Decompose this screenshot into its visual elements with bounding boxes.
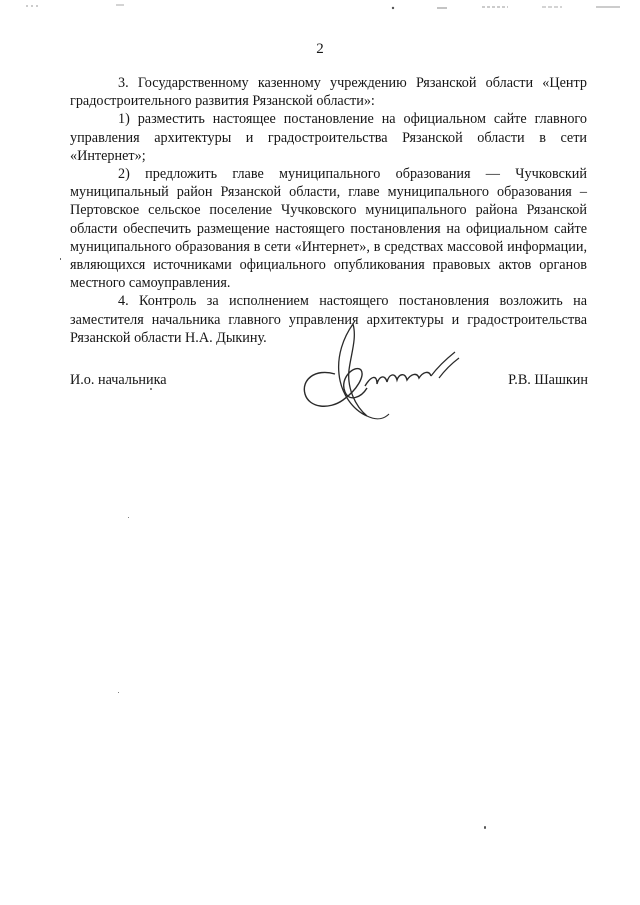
signer-name: Р.В. Шашкин bbox=[508, 372, 588, 388]
scan-artifacts bbox=[0, 0, 640, 20]
scan-speck bbox=[118, 692, 119, 693]
paragraph-4: 4. Контроль за исполнением настоящего постановления возложить на заместителя начальника главного управления архитектуры и градостроительства Рязанской области Н.А. Дыкину. bbox=[70, 293, 587, 346]
document-body bbox=[70, 74, 587, 347]
page-number: 2 bbox=[316, 41, 324, 57]
paragraph-3-1: 1) разместить настоящее постановление на официальном сайте главного управления архитектуры и градостроительства Рязанской области в сети «Интернет»; bbox=[70, 111, 587, 164]
scan-speck bbox=[128, 517, 129, 518]
handwritten-signature bbox=[295, 318, 465, 428]
paragraph-3: 3. Государственному казенному учреждению Рязанской области «Центр градостроительного развития Рязанской области»: bbox=[70, 75, 587, 110]
scan-speck bbox=[150, 388, 152, 390]
paragraph-3-2: 2) предложить главе муниципального образования — Чучковский муниципальный район Рязанской области, главе муниципального образования – Пертовское сельское поселение Чучковского муниципального района Рязанской области обеспечить размещение настоящего постановления на официальном сайте муниципального образования в сети «Интернет», в средствах массовой информации, являющихся источниками официального опубликования правовых актов органов местного самоуправления. bbox=[70, 166, 587, 292]
signer-title: И.о. начальника bbox=[70, 372, 167, 388]
scan-speck bbox=[60, 258, 61, 260]
scan-speck bbox=[484, 826, 486, 829]
